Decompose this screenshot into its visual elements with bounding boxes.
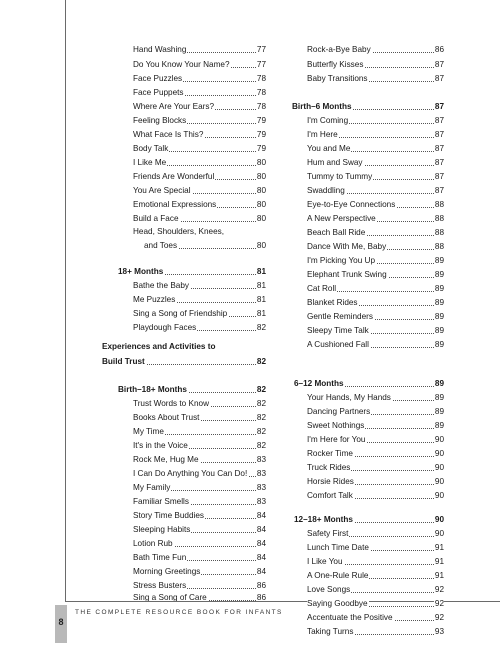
toc-entry: Stress Busters 86: [133, 581, 266, 590]
toc-entry: Eye-to-Eye Connections 88: [307, 200, 444, 209]
toc-entry: Trust Words to Know 82: [133, 399, 266, 408]
toc-section-heading: 6–12 Months 89: [294, 379, 444, 388]
toc-entry: Sing a Song of Care 86: [133, 591, 266, 601]
toc-entry: Gentle Reminders 89: [307, 312, 444, 321]
toc-entry: Hum and Sway 87: [307, 158, 444, 167]
toc-entry: Comfort Talk 90: [307, 491, 444, 500]
toc-entry: Dancing Partners 89: [307, 407, 444, 416]
toc-entry: Build a Face 80: [133, 214, 266, 223]
toc-entry: Familiar Smells 83: [133, 497, 266, 506]
toc-entry: Swaddling 87: [307, 186, 444, 195]
toc-entry: Cat Roll 89: [307, 284, 444, 293]
toc-entry: Bathe the Baby 81: [133, 281, 266, 290]
toc-entry: I Like Me 80: [133, 158, 266, 167]
toc-entry: I Like You 91: [307, 557, 444, 566]
toc-entry: Emotional Expressions 80: [133, 200, 266, 209]
toc-entry: Love Songs 92: [307, 585, 444, 594]
toc-entry: Lotion Rub 84: [133, 539, 266, 548]
toc-entry: Face Puzzles 78: [133, 74, 266, 83]
toc-entry: It's in the Voice 82: [133, 441, 266, 450]
toc-entry: Feeling Blocks 79: [133, 116, 266, 125]
toc-entry: Playdough Faces 82: [133, 323, 266, 332]
toc-chapter-heading: Build Trust 82: [102, 357, 266, 366]
toc-entry: Sleepy Time Talk 89: [307, 326, 444, 335]
toc-entry: Your Hands, My Hands 89: [307, 393, 444, 402]
toc-entry: I Can Do Anything You Can Do! 83: [133, 469, 266, 478]
toc-entry: Bath Time Fun 84: [133, 553, 266, 562]
toc-entry: Truck Rides 90: [307, 463, 444, 472]
toc-entry: Hand Washing 77: [133, 45, 266, 54]
toc-entry: Sleeping Habits 84: [133, 525, 266, 534]
toc-section-heading: Birth–18+ Months 82: [118, 385, 266, 394]
vertical-rule: [65, 0, 66, 601]
toc-entry: What Face Is This? 79: [133, 130, 266, 139]
toc-entry: Accentuate the Positive 92: [307, 613, 444, 622]
toc-entry: I'm Picking You Up 89: [307, 256, 444, 265]
toc-entry: My Time 82: [133, 427, 266, 436]
running-footer-title: THE COMPLETE RESOURCE BOOK FOR INFANTS: [75, 609, 283, 616]
toc-entry: Rock-a-Bye Baby 86: [307, 45, 444, 54]
toc-entry: Friends Are Wonderful 80: [133, 172, 266, 181]
toc-entry: Head, Shoulders, Knees,: [133, 227, 225, 236]
toc-entry: You and Me 87: [307, 144, 444, 153]
toc-entry: Horsie Rides 90: [307, 477, 444, 486]
toc-entry: A New Perspective 88: [307, 214, 444, 223]
toc-entry: and Toes 80: [144, 241, 266, 250]
toc-entry: Sing a Song of Friendship 81: [133, 309, 266, 318]
toc-entry: Dance With Me, Baby 88: [307, 242, 444, 251]
toc-entry: Rock Me, Hug Me 83: [133, 455, 266, 464]
toc-entry: I'm Coming 87: [307, 116, 444, 125]
toc-section-heading: 12–18+ Months 90: [294, 515, 444, 524]
toc-entry: Saying Goodbye 92: [307, 599, 444, 608]
toc-entry: Blanket Rides 89: [307, 298, 444, 307]
toc-entry: Me Puzzles 81: [133, 295, 266, 304]
toc-entry: Lunch Time Date 91: [307, 543, 444, 552]
toc-entry: Rocker Time 90: [307, 449, 444, 458]
toc-entry: I'm Here for You 90: [307, 435, 444, 444]
toc-entry: Baby Transitions 87: [307, 74, 444, 83]
toc-entry: Beach Ball Ride 88: [307, 228, 444, 237]
toc-entry: Where Are Your Ears? 78: [133, 102, 266, 111]
toc-entry: Do You Know Your Name? 77: [133, 60, 266, 69]
toc-entry: Story Time Buddies 84: [133, 511, 266, 520]
toc-entry: I'm Here 87: [307, 130, 444, 139]
toc-entry: Face Puppets 78: [133, 88, 266, 97]
toc-entry: You Are Special 80: [133, 186, 266, 195]
toc-chapter-heading: Experiences and Activities to: [102, 342, 216, 351]
toc-entry: Butterfly Kisses 87: [307, 60, 444, 69]
toc-entry: Safety First 90: [307, 529, 444, 538]
toc-entry: Body Talk 79: [133, 144, 266, 153]
toc-entry: Tummy to Tummy 87: [307, 172, 444, 181]
toc-entry: Sweet Nothings 89: [307, 421, 444, 430]
page-number: 8: [58, 617, 64, 627]
toc-entry: Elephant Trunk Swing 89: [307, 270, 444, 279]
toc-entry: Morning Greetings 84: [133, 567, 266, 576]
toc-entry: Taking Turns 93: [307, 627, 444, 636]
toc-entry: Books About Trust 82: [133, 413, 266, 422]
toc-entry: A One-Rule Rule 91: [307, 571, 444, 580]
toc-entry: A Cushioned Fall 89: [307, 340, 444, 349]
toc-section-heading: 18+ Months 81: [118, 267, 266, 276]
toc-entry: My Family 83: [133, 483, 266, 492]
toc-section-heading: Birth–6 Months 87: [292, 102, 444, 111]
